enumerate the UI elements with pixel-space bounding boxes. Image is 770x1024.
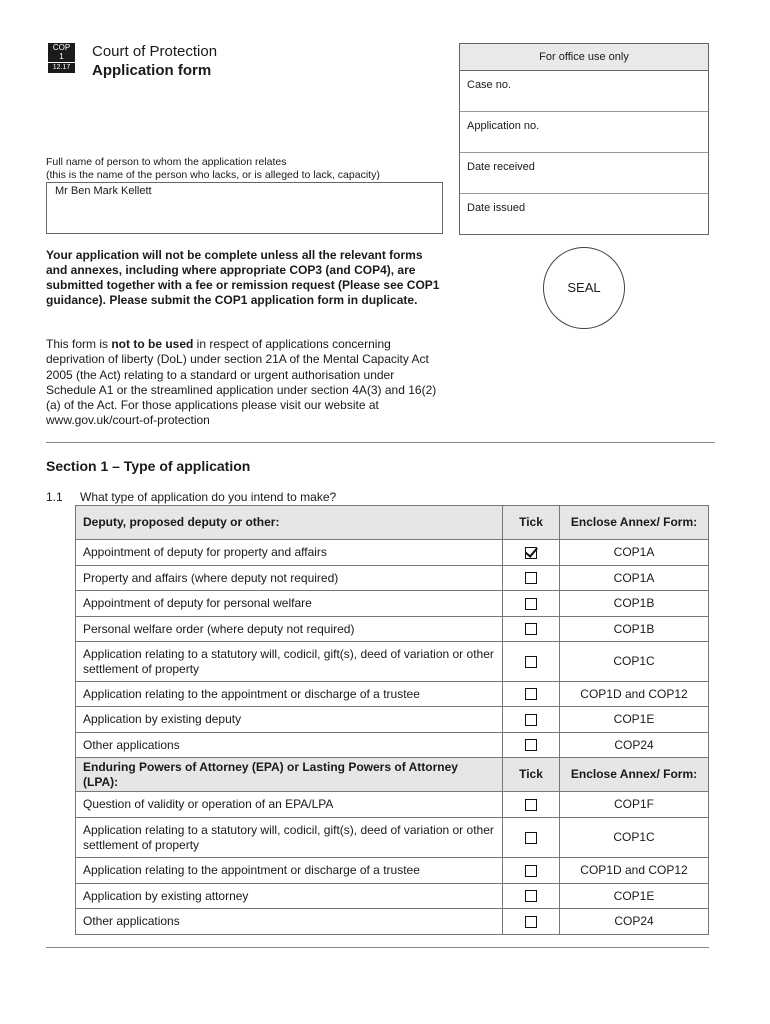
table-row — [76, 858, 709, 884]
table-row — [76, 682, 709, 707]
checkbox[interactable] — [525, 916, 537, 928]
seal-stamp: SEAL — [543, 247, 625, 329]
table-row — [76, 733, 709, 758]
form-code-badge — [48, 43, 75, 73]
group-heading-deputy: Deputy, proposed deputy or other: — [76, 506, 503, 540]
notice-bold: not to be used — [111, 337, 194, 351]
date-issued-field: Date issued — [467, 202, 526, 214]
person-label-line-1: Full name of person to whom the application relates — [46, 156, 287, 168]
table-row — [76, 818, 709, 858]
table-header-row — [76, 758, 709, 792]
tick-column-header: Tick — [503, 506, 560, 540]
table-row — [76, 617, 709, 642]
table-row — [76, 566, 709, 591]
checkbox[interactable] — [525, 598, 537, 610]
form-column-header: Enclose Annex/ Form: — [560, 758, 709, 792]
row-label: Appointment of deputy for personal welfare — [76, 591, 503, 617]
checkbox[interactable] — [525, 714, 537, 726]
row-label: Application relating to the appointment or discharge of a trustee — [76, 858, 503, 884]
row-form: COP24 — [560, 733, 709, 758]
row-form: COP1D and COP12 — [560, 682, 709, 707]
row-label: Personal welfare order (where deputy not required) — [76, 617, 503, 642]
row-form: COP1A — [560, 540, 709, 566]
notice-post: in respect of applications concerning deprivation of liberty (DoL) under section 21A of the Mental Capacity Act 2005 (the Act) relating to a standard or urgent authorisation under Schedule A1 or the streamlined application under section 4A(3) and 16(2)(a) of the Act. For those applications please visit our website at www.gov.uk/court-of-protection — [46, 337, 437, 428]
table-row — [76, 884, 709, 909]
checkbox[interactable] — [525, 623, 537, 635]
row-form: COP1C — [560, 642, 709, 682]
table-row — [76, 909, 709, 935]
notice-pre: This form is — [46, 337, 112, 351]
checkbox[interactable] — [525, 890, 537, 902]
checkbox[interactable] — [525, 572, 537, 584]
row-form: COP1E — [560, 884, 709, 909]
person-name-field[interactable]: Mr Ben Mark Kellett — [46, 182, 443, 234]
office-use-box — [459, 43, 709, 235]
row-form: COP1F — [560, 792, 709, 818]
row-form: COP1A — [560, 566, 709, 591]
table-row — [76, 707, 709, 733]
page-title: Application form — [92, 62, 212, 79]
row-label: Application relating to a statutory will, codicil, gift(s), deed of variation or other settlement of property — [76, 642, 503, 682]
section-divider-bottom — [46, 947, 709, 948]
row-label: Question of validity or operation of an EPA/LPA — [76, 792, 503, 818]
question-number: 1.1 — [46, 490, 63, 504]
row-form: COP24 — [560, 909, 709, 935]
table-row — [76, 792, 709, 818]
table-row — [76, 642, 709, 682]
row-form: COP1D and COP12 — [560, 858, 709, 884]
badge-line-1: COP — [52, 43, 71, 52]
row-form: COP1B — [560, 617, 709, 642]
question-text: What type of application do you intend to make? — [80, 490, 337, 504]
badge-line-2: 1 — [59, 52, 64, 61]
tick-column-header: Tick — [503, 758, 560, 792]
row-label: Application by existing deputy — [76, 707, 503, 733]
office-use-heading: For office use only — [460, 44, 708, 71]
form-column-header: Enclose Annex/ Form: — [560, 506, 709, 540]
row-label: Other applications — [76, 733, 503, 758]
person-name-label — [46, 156, 380, 182]
application-type-table — [75, 505, 709, 935]
checkbox[interactable] — [525, 739, 537, 751]
table-header-row — [76, 506, 709, 540]
row-form: COP1E — [560, 707, 709, 733]
badge-line-3: 12.17 — [48, 62, 75, 72]
row-label: Other applications — [76, 909, 503, 935]
group-heading-attorney: Enduring Powers of Attorney (EPA) or Lasting Powers of Attorney (LPA): — [76, 758, 503, 792]
table-row — [76, 591, 709, 617]
checkbox[interactable] — [525, 865, 537, 877]
application-no-field: Application no. — [460, 112, 708, 153]
checkbox[interactable] — [525, 799, 537, 811]
section-title: Section 1 – Type of application — [46, 458, 251, 474]
date-received-field: Date received — [460, 153, 708, 194]
checkbox[interactable] — [525, 688, 537, 700]
checked-checkbox[interactable] — [525, 547, 537, 559]
section-divider-top — [46, 442, 715, 443]
checkbox[interactable] — [525, 656, 537, 668]
row-label: Application by existing attorney — [76, 884, 503, 909]
row-label: Property and affairs (where deputy not required) — [76, 566, 503, 591]
row-label: Appointment of deputy for property and affairs — [76, 540, 503, 566]
dol-notice — [46, 337, 446, 429]
row-form: COP1B — [560, 591, 709, 617]
row-form: COP1C — [560, 818, 709, 858]
court-name: Court of Protection — [92, 43, 218, 60]
row-label: Application relating to a statutory will, codicil, gift(s), deed of variation or other settlement of property — [76, 818, 503, 858]
table-row — [76, 540, 709, 566]
person-label-line-2: (this is the name of the person who lacks, or is alleged to lack, capacity) — [46, 169, 380, 181]
case-no-field: Case no. — [460, 71, 708, 112]
row-label: Application relating to the appointment or discharge of a trustee — [76, 682, 503, 707]
completion-warning: Your application will not be complete unless all the relevant forms and annexes, including where appropriate COP3 (and COP4), are submitted together with a fee or remission request (Please see COP1 guidance). Please submit the COP1 application form in duplicate. — [46, 248, 440, 307]
checkbox[interactable] — [525, 832, 537, 844]
